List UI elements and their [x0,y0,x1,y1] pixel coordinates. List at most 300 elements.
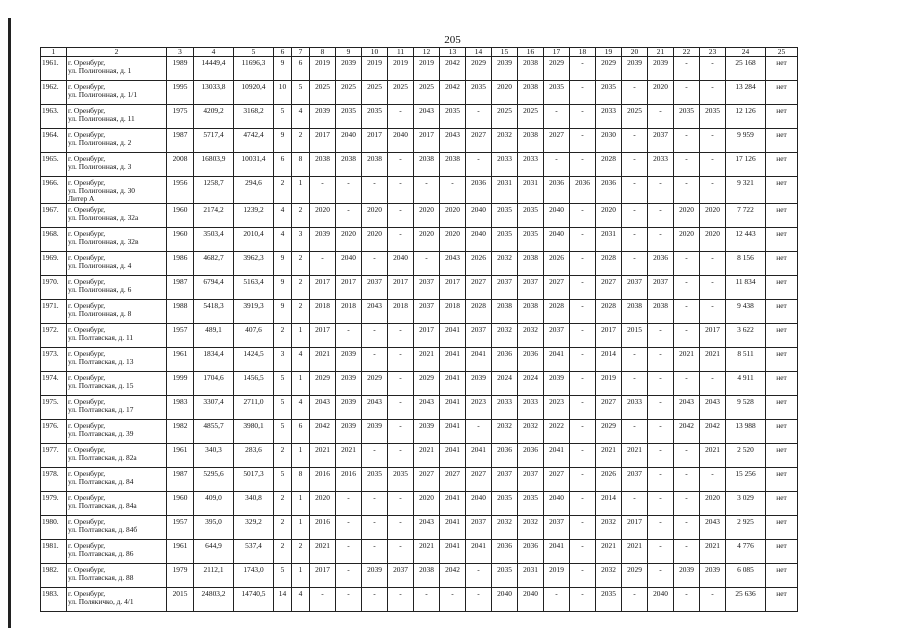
table-cell: 11 834 [726,276,766,300]
table-cell: 340,3 [194,444,234,468]
column-header: 10 [362,48,388,57]
table-cell: - [388,177,414,204]
table-cell: - [544,105,570,129]
table-cell: 4 [274,228,292,252]
table-cell: 2017 [596,324,622,348]
table-cell: 2042 [310,420,336,444]
table-cell: 2037 [414,276,440,300]
table-cell: - [388,204,414,228]
table-cell: 2042 [440,81,466,105]
table-cell: 2020 [310,492,336,516]
table-cell: 3 [274,348,292,372]
row-number: 1962. [41,81,67,105]
address-line: г. Оренбург, [68,130,106,139]
table-cell: 12 443 [726,228,766,252]
table-cell: 2035 [362,105,388,129]
table-row [41,276,798,300]
table-cell: - [336,516,362,540]
table-cell: 2040 [336,129,362,153]
row-number: 1966. [41,177,67,204]
table-cell: 5717,4 [194,129,234,153]
table-cell: 2038 [518,81,544,105]
table-cell: 12 126 [726,105,766,129]
table-cell: 2037 [492,276,518,300]
table-cell: 2038 [362,153,388,177]
table-row [41,228,798,252]
table-cell: 2020 [596,204,622,228]
table-cell: - [622,348,648,372]
address-line: г. Оренбург, [68,469,106,478]
table-cell: 2038 [440,153,466,177]
address-cell [67,300,167,324]
table-cell: 2035 [362,468,388,492]
table-cell: 1986 [167,252,194,276]
table-cell: 2037 [492,468,518,492]
table-cell: 2 [274,444,292,468]
table-cell: 2020 [414,492,440,516]
table-cell: 3 029 [726,492,766,516]
table-cell: 9 [274,300,292,324]
address-line: г. Оренбург, [68,349,106,358]
table-cell: 2027 [414,468,440,492]
table-cell: 2025 [622,105,648,129]
table-cell: 14740,5 [234,588,274,612]
row-number: 1969. [41,252,67,276]
table-cell: 2040 [544,204,570,228]
table-cell: 25 168 [726,57,766,81]
table-cell: 2027 [544,468,570,492]
table-cell: 14 [274,588,292,612]
table-cell: 2018 [310,300,336,324]
table-cell: 2019 [310,57,336,81]
table-cell: 2036 [544,177,570,204]
address-line: ул. Полигонная, д. 32в [68,237,139,246]
address-cell [67,516,167,540]
table-cell: - [700,300,726,324]
table-cell: 2024 [492,372,518,396]
table-row [41,348,798,372]
table-cell: нет [766,300,798,324]
table-cell: 1956 [167,177,194,204]
table-cell: - [674,276,700,300]
table-cell: 2035 [388,468,414,492]
table-cell: 3503,4 [194,228,234,252]
table-cell: 2039 [544,372,570,396]
table-cell: 2032 [596,516,622,540]
address-line: ул. Полигонная, д. 8 [68,309,132,318]
table-cell: - [388,540,414,564]
table-cell: 14449,4 [194,57,234,81]
table-cell: 2037 [362,276,388,300]
column-header: 12 [414,48,440,57]
address-line: ул. Полякичко, д. 4/1 [68,597,134,606]
table-cell: 2027 [440,468,466,492]
table-row [41,564,798,588]
table-cell: 3 622 [726,324,766,348]
table-cell: 2035 [700,105,726,129]
table-cell: 2036 [492,444,518,468]
table-cell: 2037 [466,324,492,348]
table-cell: - [674,153,700,177]
table-cell: 1995 [167,81,194,105]
column-header: 25 [766,48,798,57]
column-header: 8 [310,48,336,57]
table-cell: 9 528 [726,396,766,420]
table-cell: 4855,7 [194,420,234,444]
table-cell: 2 [274,540,292,564]
address-line: ул. Полтавская, д. 88 [68,573,134,582]
table-cell: 2021 [700,540,726,564]
table-cell: 1961 [167,444,194,468]
row-number: 1980. [41,516,67,540]
table-cell: 2019 [388,57,414,81]
table-cell: 5 [274,396,292,420]
table-cell: 2033 [648,153,674,177]
column-header: 15 [492,48,518,57]
table-cell: - [570,105,596,129]
table-cell: - [336,324,362,348]
table-cell: 2027 [466,276,492,300]
table-cell: 2040 [544,228,570,252]
table-cell: 2023 [466,396,492,420]
table-cell: 2035 [674,105,700,129]
table-cell: - [648,420,674,444]
table-cell: - [362,492,388,516]
table-cell: - [570,300,596,324]
column-header: 4 [194,48,234,57]
address-line: г. Оренбург, [68,397,106,406]
table-cell: 6 [292,420,310,444]
address-cell [67,420,167,444]
table-cell: 2042 [440,57,466,81]
table-cell: 2041 [440,348,466,372]
table-cell: 7 722 [726,204,766,228]
table-cell: 2020 [336,228,362,252]
table-cell: - [648,540,674,564]
table-cell: 2043 [440,252,466,276]
table-cell: 2022 [544,420,570,444]
address-line: ул. Полтавская, д. 15 [68,381,134,390]
table-cell: 2037 [648,129,674,153]
table-cell: 1988 [167,300,194,324]
table-cell: нет [766,516,798,540]
row-number: 1967. [41,204,67,228]
table-cell: - [570,396,596,420]
table-cell: 2 [292,276,310,300]
table-cell: 2043 [700,516,726,540]
table-cell: - [414,177,440,204]
table-cell: 2019 [596,372,622,396]
table-cell: 2033 [596,105,622,129]
table-cell: 4 [292,396,310,420]
table-cell: 2039 [674,564,700,588]
table-cell: 2029 [596,420,622,444]
table-cell: - [674,444,700,468]
table-cell: 2037 [466,516,492,540]
table-cell: 3168,2 [234,105,274,129]
table-cell: 15 256 [726,468,766,492]
table-cell: 2041 [440,396,466,420]
table-cell: нет [766,177,798,204]
table-cell: - [700,153,726,177]
page-edge-bar [8,18,11,628]
table-cell: - [674,492,700,516]
address-line: г. Оренбург, [68,589,106,598]
table-cell: 2021 [414,444,440,468]
table-cell: 2038 [414,153,440,177]
table-cell: 2043 [414,105,440,129]
address-line: ул. Полтавская, д. 39 [68,429,134,438]
table-cell: - [622,492,648,516]
address-cell [67,81,167,105]
table-row [41,588,798,612]
table-cell: 2040 [544,492,570,516]
table-cell: - [648,204,674,228]
row-number: 1977. [41,444,67,468]
table-cell: 2035 [440,105,466,129]
table-cell: нет [766,348,798,372]
address-cell [67,153,167,177]
row-number: 1973. [41,348,67,372]
address-line: ул. Полтавская, д. 84а [68,501,137,510]
column-header: 5 [234,48,274,57]
table-cell: 2038 [518,252,544,276]
table-cell: 2028 [466,300,492,324]
table-cell: 3 [292,228,310,252]
table-cell: 2037 [622,276,648,300]
table-cell: - [648,324,674,348]
table-cell: 4 911 [726,372,766,396]
register-table [40,47,798,612]
table-cell: 2035 [466,81,492,105]
table-cell: 2025 [362,81,388,105]
table-cell: - [362,516,388,540]
table-cell: 5418,3 [194,300,234,324]
table-cell: 2021 [310,348,336,372]
table-cell: 5295,6 [194,468,234,492]
table-cell: 2021 [622,444,648,468]
column-header: 24 [726,48,766,57]
table-cell: нет [766,204,798,228]
table-cell: 2016 [310,468,336,492]
table-cell: 2032 [492,516,518,540]
address-line: г. Оренбург, [68,82,106,91]
table-cell: 2029 [622,564,648,588]
table-cell: 1982 [167,420,194,444]
table-cell: нет [766,252,798,276]
table-cell: 2039 [414,420,440,444]
table-cell: - [622,228,648,252]
address-line: г. Оренбург, [68,301,106,310]
table-cell: 17 126 [726,153,766,177]
table-cell: 6 085 [726,564,766,588]
table-cell: 2025 [414,81,440,105]
table-cell: 9 [274,276,292,300]
table-cell: 2043 [310,396,336,420]
table-cell: 2039 [362,420,388,444]
table-cell: 2037 [518,468,544,492]
address-line: ул. Полигонная, д. 3 [68,162,132,171]
address-line: г. Оренбург, [68,445,106,454]
table-cell: 2018 [440,300,466,324]
table-cell: - [570,228,596,252]
table-cell: 1258,7 [194,177,234,204]
table-cell: - [440,177,466,204]
table-cell: 2017 [414,324,440,348]
table-cell: - [570,564,596,588]
table-cell: 2041 [440,492,466,516]
table-cell: 2021 [622,540,648,564]
table-cell: 2035 [518,228,544,252]
table-cell: - [700,276,726,300]
row-number: 1978. [41,468,67,492]
table-row [41,300,798,324]
table-cell: 1960 [167,228,194,252]
table-cell: 1961 [167,348,194,372]
table-cell: 8 156 [726,252,766,276]
address-line: ул. Полтавская, д. 11 [68,333,134,342]
table-cell: 2030 [596,129,622,153]
table-cell: нет [766,129,798,153]
address-cell [67,564,167,588]
table-cell: - [388,516,414,540]
table-cell: 2017 [310,324,336,348]
table-cell: 2036 [492,540,518,564]
table-cell: 2026 [596,468,622,492]
address-cell [67,129,167,153]
table-cell: 2016 [310,516,336,540]
table-cell: - [570,444,596,468]
table-cell: 489,1 [194,324,234,348]
table-cell: 2039 [622,57,648,81]
table-cell: - [362,177,388,204]
table-cell: 2036 [492,348,518,372]
column-header: 18 [570,48,596,57]
table-cell: 8 511 [726,348,766,372]
table-cell: 2008 [167,153,194,177]
table-cell: 2043 [362,300,388,324]
table-cell: - [466,153,492,177]
table-cell: 2041 [440,420,466,444]
table-cell: 2039 [336,372,362,396]
table-cell: 1704,6 [194,372,234,396]
table-cell: - [622,81,648,105]
address-line: Литер А [68,194,95,203]
table-cell: - [466,588,492,612]
column-header: 7 [292,48,310,57]
table-cell: 1424,5 [234,348,274,372]
table-cell: 1 [292,444,310,468]
table-cell: 2039 [310,105,336,129]
table-cell: 4 [292,588,310,612]
table-cell: - [570,492,596,516]
table-cell: - [570,372,596,396]
address-line: г. Оренбург, [68,58,106,67]
table-cell: 9 [274,252,292,276]
table-cell: - [622,129,648,153]
table-cell: 2037 [544,516,570,540]
row-number: 1974. [41,372,67,396]
table-cell: - [362,348,388,372]
table-cell: 10031,4 [234,153,274,177]
table-cell: 2043 [414,516,440,540]
table-cell: 11696,3 [234,57,274,81]
table-cell: 2026 [544,252,570,276]
column-header: 21 [648,48,674,57]
table-cell: 2029 [414,372,440,396]
table-row [41,177,798,204]
table-cell: нет [766,276,798,300]
table-cell: 2035 [492,204,518,228]
address-line: г. Оренбург, [68,325,106,334]
table-cell: 2035 [518,492,544,516]
table-row [41,105,798,129]
table-row [41,420,798,444]
column-header: 22 [674,48,700,57]
table-cell: - [336,540,362,564]
table-cell: 5017,3 [234,468,274,492]
table-cell: - [700,177,726,204]
table-cell: 2038 [622,300,648,324]
table-cell: 2042 [674,420,700,444]
table-cell: 2035 [596,588,622,612]
table-cell: 2033 [518,153,544,177]
table-cell: 1 [292,324,310,348]
table-cell: 2038 [336,153,362,177]
address-line: ул. Полигонная, д. 1 [68,66,132,75]
column-header: 17 [544,48,570,57]
table-cell: 1239,2 [234,204,274,228]
table-cell: 2032 [492,252,518,276]
table-cell: - [414,252,440,276]
table-cell: 2017 [336,276,362,300]
table-cell: 2019 [544,564,570,588]
table-row [41,372,798,396]
row-number: 1982. [41,564,67,588]
table-cell: 2021 [674,348,700,372]
table-cell: 4742,4 [234,129,274,153]
address-line: ул. Полигонная, д. 6 [68,285,132,294]
table-cell: 2032 [518,516,544,540]
address-line: ул. Полигонная, д. 30 [68,186,136,195]
table-cell: 2035 [544,81,570,105]
table-cell: 409,0 [194,492,234,516]
table-cell: 2174,2 [194,204,234,228]
table-cell: - [570,348,596,372]
table-cell: 2035 [336,105,362,129]
address-cell [67,324,167,348]
table-cell: 5 [292,81,310,105]
table-row [41,204,798,228]
table-cell: 2042 [700,420,726,444]
table-cell: 2041 [440,324,466,348]
table-cell: 2021 [414,348,440,372]
table-cell: 2020 [700,492,726,516]
table-cell: 2028 [596,153,622,177]
table-cell: 2040 [336,252,362,276]
table-cell: 2021 [700,444,726,468]
address-cell [67,396,167,420]
table-cell: 2043 [674,396,700,420]
table-cell: 2025 [518,105,544,129]
table-cell: 2038 [310,153,336,177]
table-cell: 2 [292,540,310,564]
table-cell: 2 [292,300,310,324]
table-cell: 3307,4 [194,396,234,420]
table-cell: 2037 [518,276,544,300]
table-cell: 2037 [544,324,570,348]
table-row [41,444,798,468]
